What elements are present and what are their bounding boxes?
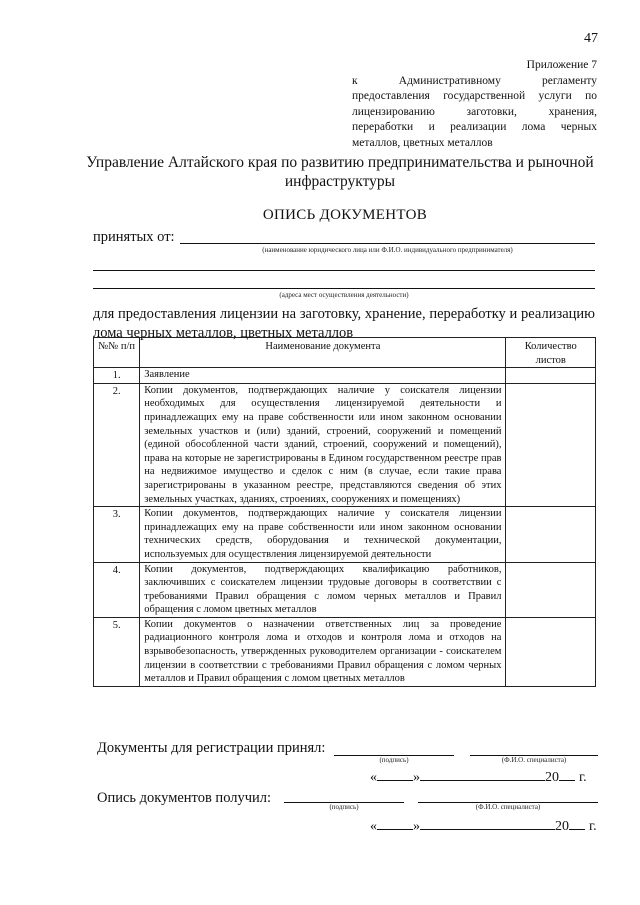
- document-title: ОПИСЬ ДОКУМЕНТОВ: [262, 207, 428, 223]
- address-line: [93, 288, 595, 289]
- day-blank: [377, 780, 413, 781]
- month-blank: [420, 780, 545, 781]
- row-name: Копии документов, подтверждающих наличие у соискателя лицензии необходимых для осуществления лицензируемой деятельности и принадлежащих ему на праве собственности или ином законном основании земельных участков и (или) зданий, строений, сооружений и помещений (единой обособленной части зданий, строений, сооружений и помещений), права на которые не зарегистрированы в Едином государственном реестре прав на недвижимое имущество и сделок с ним (в случае, если такие права зарегистрированы в указанном реестре, представляются сведения об этих земельных участках, зданиях, строениях, сооружениях и помещениях): [140, 383, 506, 506]
- table-row: [94, 383, 596, 506]
- received-name-hint: (Ф.И.О. специалиста): [475, 803, 541, 811]
- row-count: [506, 617, 596, 686]
- date-close-quote: »: [413, 770, 420, 785]
- row-name: Копии документов о назначении ответственных лиц за проведение радиационного контроля лома и отходов и контроля лома и отходов на взрывобезопасность, утвержденных руководителем организации - соискателем лицензии в соответствии с требованиями Правил обращения с ломом черных металлов и Правил обращения с ломом цветных металлов: [140, 617, 506, 686]
- row-name: Копии документов, подтверждающих квалификацию работников, заключивших с соискателем лицензии трудовые договоры в соответствии с требованиями Правил обращения с ломом черных металлов и Правил обращения с ломом цветных металлов: [140, 562, 506, 617]
- date-close-quote: »: [413, 819, 420, 834]
- registration-signature-hint: (подпись): [379, 756, 409, 764]
- row-count: [506, 507, 596, 562]
- registration-date: [370, 770, 587, 786]
- header-name: Наименование документа: [140, 338, 506, 368]
- year-prefix: 20: [545, 770, 559, 785]
- year-blank: [559, 780, 575, 781]
- accepted-from-label: принятых от:: [93, 229, 175, 245]
- table-row: [94, 507, 596, 562]
- table-row: [94, 368, 596, 384]
- address-hint: (адреса мест осуществления деятельности): [279, 291, 409, 299]
- row-count: [506, 383, 596, 506]
- table-header-row: [94, 338, 596, 368]
- row-num: 1.: [94, 368, 140, 384]
- row-num: 2.: [94, 383, 140, 506]
- row-name: Копии документов, подтверждающих наличие у соискателя лицензии принадлежащих ему на праве собственности или ином законном основании технических средств, оборудования и технической документации, используемых для осуществления лицензируемой деятельности: [140, 507, 506, 562]
- month-blank: [420, 829, 555, 830]
- year-blank: [569, 829, 585, 830]
- row-num: 5.: [94, 617, 140, 686]
- day-blank: [377, 829, 413, 830]
- documents-table: [93, 337, 596, 687]
- registration-label: Документы для регистрации принял:: [97, 740, 326, 756]
- year-prefix: 20: [555, 819, 569, 834]
- received-date: [370, 819, 597, 835]
- row-num: 3.: [94, 507, 140, 562]
- header-count: Количество листов: [506, 338, 596, 368]
- organization-name: Управление Алтайского края по развитию предпринимательства и рыночной инфраструктуры: [86, 154, 594, 190]
- row-count: [506, 562, 596, 617]
- row-name: Заявление: [140, 368, 506, 384]
- table-row: [94, 617, 596, 686]
- year-suffix: г.: [589, 819, 597, 834]
- date-open-quote: «: [370, 819, 377, 834]
- date-open-quote: «: [370, 770, 377, 785]
- registration-name-hint: (Ф.И.О. специалиста): [501, 756, 567, 764]
- header-num: №№ п/п: [94, 338, 140, 368]
- table-row: [94, 562, 596, 617]
- purpose-text: для предоставления лицензии на заготовку, хранение, переработку и реализацию лома черных металлов, цветных металлов: [93, 306, 595, 341]
- received-signature-hint: (подпись): [329, 803, 359, 811]
- appendix-text: к Административному регламенту предоставления государственной услуги по лицензированию заготовки, хранения, переработки и реализации лома черных металлов, цветных металлов: [352, 74, 597, 149]
- received-label: Опись документов получил:: [97, 790, 272, 806]
- page-number: 47: [584, 31, 598, 46]
- year-suffix: г.: [579, 770, 587, 785]
- applicant-extra-line: [93, 270, 595, 271]
- appendix-note: [352, 58, 597, 151]
- row-count: [506, 368, 596, 384]
- applicant-name-line: [180, 243, 595, 244]
- applicant-name-hint: (наименование юридического лица или Ф.И.О. индивидуального предпринимателя): [262, 246, 513, 254]
- appendix-title: Приложение 7: [526, 59, 597, 71]
- row-num: 4.: [94, 562, 140, 617]
